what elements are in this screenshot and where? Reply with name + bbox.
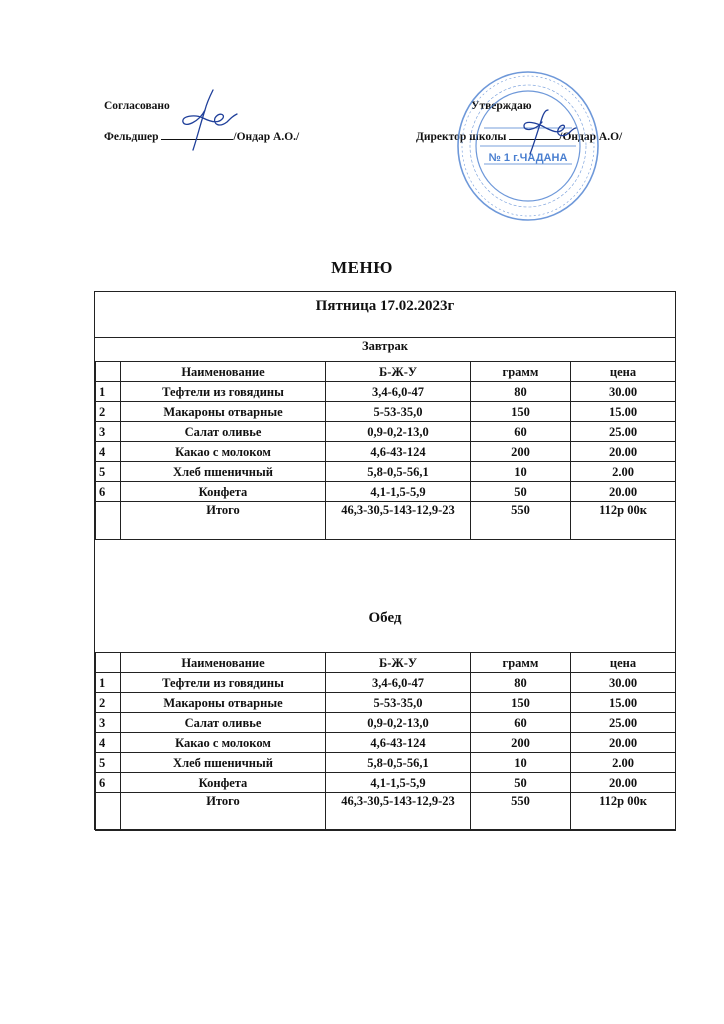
row-number: 4 <box>96 442 121 462</box>
dish-grams: 80 <box>471 382 571 402</box>
row-number: 1 <box>96 673 121 693</box>
total-row <box>96 502 676 540</box>
dish-grams: 80 <box>471 673 571 693</box>
dish-name: Салат оливье <box>121 422 326 442</box>
table-row <box>96 733 676 753</box>
dish-price: 25.00 <box>571 713 676 733</box>
header-cell-bju: Б-Ж-У <box>326 362 471 382</box>
header-cell-name: Наименование <box>121 362 326 382</box>
header-cell-bju: Б-Ж-У <box>326 653 471 673</box>
dish-price: 2.00 <box>571 753 676 773</box>
dish-price: 15.00 <box>571 693 676 713</box>
dish-bju: 4,6-43-124 <box>326 442 471 462</box>
dish-name: Салат оливье <box>121 713 326 733</box>
dish-grams: 60 <box>471 422 571 442</box>
dish-name: Конфета <box>121 773 326 793</box>
table-row <box>96 673 676 693</box>
day-title-divider <box>95 337 675 338</box>
dish-bju: 5-53-35,0 <box>326 693 471 713</box>
row-number: 3 <box>96 713 121 733</box>
dish-name: Тефтели из говядины <box>121 673 326 693</box>
dish-grams: 10 <box>471 462 571 482</box>
total-number-cell <box>96 793 121 831</box>
breakfast-table-body <box>96 362 676 540</box>
dish-grams: 150 <box>471 693 571 713</box>
total-number-cell <box>96 502 121 540</box>
medic-title: Фельдшер <box>104 131 159 143</box>
dish-bju: 4,1-1,5-5,9 <box>326 482 471 502</box>
breakfast-title: Завтрак <box>362 339 408 353</box>
row-number: 1 <box>96 382 121 402</box>
dish-name: Хлеб пшеничный <box>121 462 326 482</box>
director-title: Директор школы <box>416 131 507 143</box>
dish-bju: 0,9-0,2-13,0 <box>326 713 471 733</box>
dish-price: 30.00 <box>571 382 676 402</box>
dish-name: Макароны отварные <box>121 693 326 713</box>
header-cell-gram: грамм <box>471 653 571 673</box>
dish-price: 30.00 <box>571 673 676 693</box>
header-cell-name: Наименование <box>121 653 326 673</box>
dish-grams: 200 <box>471 442 571 462</box>
menu-title: МЕНЮ <box>331 258 393 277</box>
total-row <box>96 793 676 831</box>
dish-bju: 5-53-35,0 <box>326 402 471 422</box>
table-row <box>96 753 676 773</box>
total-bju: 46,3-30,5-143-12,9-23 <box>326 502 471 540</box>
table-row <box>96 382 676 402</box>
dish-price: 2.00 <box>571 462 676 482</box>
signature-director-icon <box>520 108 578 158</box>
table-row <box>96 462 676 482</box>
dish-bju: 5,8-0,5-56,1 <box>326 753 471 773</box>
dish-name: Конфета <box>121 482 326 502</box>
header-cell-price: цена <box>571 653 676 673</box>
total-price: 112р 00к <box>571 502 676 540</box>
dish-name: Хлеб пшеничный <box>121 753 326 773</box>
dish-price: 20.00 <box>571 442 676 462</box>
total-grams: 550 <box>471 793 571 831</box>
dish-name: Тефтели из говядины <box>121 382 326 402</box>
dish-name: Какао с молоком <box>121 442 326 462</box>
signature-medic-icon <box>175 88 239 154</box>
dish-name: Макароны отварные <box>121 402 326 422</box>
dish-bju: 0,9-0,2-13,0 <box>326 422 471 442</box>
day-title: Пятница 17.02.2023г <box>315 298 455 314</box>
dish-grams: 50 <box>471 482 571 502</box>
table-row <box>96 773 676 793</box>
dish-price: 20.00 <box>571 773 676 793</box>
medic-name: /Ондар А.О./ <box>233 131 300 143</box>
total-price: 112р 00к <box>571 793 676 831</box>
header-cell-price: цена <box>571 362 676 382</box>
lunch-title: Обед <box>368 610 402 626</box>
table-header-row <box>96 362 676 382</box>
dish-bju: 5,8-0,5-56,1 <box>326 462 471 482</box>
row-number: 5 <box>96 462 121 482</box>
dish-grams: 60 <box>471 713 571 733</box>
dish-grams: 150 <box>471 402 571 422</box>
dish-name: Какао с молоком <box>121 733 326 753</box>
total-label: Итого <box>121 502 326 540</box>
lunch-table-body <box>96 653 676 831</box>
table-row <box>96 402 676 422</box>
stamp-text: № 1 г.ЧАДАНА <box>488 152 568 164</box>
table-row <box>96 422 676 442</box>
table-header-row <box>96 653 676 673</box>
dish-price: 20.00 <box>571 482 676 502</box>
dish-price: 25.00 <box>571 422 676 442</box>
total-grams: 550 <box>471 502 571 540</box>
total-label: Итого <box>121 793 326 831</box>
header-cell-gram: грамм <box>471 362 571 382</box>
row-number: 2 <box>96 693 121 713</box>
table-row <box>96 442 676 462</box>
approve-label: Утверждаю <box>471 100 532 112</box>
row-number: 5 <box>96 753 121 773</box>
menu-frame <box>94 291 676 830</box>
row-number: 3 <box>96 422 121 442</box>
table-row <box>96 693 676 713</box>
dish-bju: 3,4-6,0-47 <box>326 382 471 402</box>
row-number: 2 <box>96 402 121 422</box>
agreed-label: Согласовано <box>104 100 170 112</box>
dish-bju: 4,6-43-124 <box>326 733 471 753</box>
table-row <box>96 713 676 733</box>
breakfast-table <box>95 361 676 540</box>
dish-price: 20.00 <box>571 733 676 753</box>
dish-bju: 3,4-6,0-47 <box>326 673 471 693</box>
row-number: 4 <box>96 733 121 753</box>
dish-grams: 200 <box>471 733 571 753</box>
total-bju: 46,3-30,5-143-12,9-23 <box>326 793 471 831</box>
director-name: /Ондар А.О/ <box>559 131 623 143</box>
header-cell-number <box>96 362 121 382</box>
dish-price: 15.00 <box>571 402 676 422</box>
header-cell-number <box>96 653 121 673</box>
row-number: 6 <box>96 482 121 502</box>
dish-bju: 4,1-1,5-5,9 <box>326 773 471 793</box>
lunch-table <box>95 652 676 831</box>
row-number: 6 <box>96 773 121 793</box>
table-row <box>96 482 676 502</box>
dish-grams: 10 <box>471 753 571 773</box>
dish-grams: 50 <box>471 773 571 793</box>
